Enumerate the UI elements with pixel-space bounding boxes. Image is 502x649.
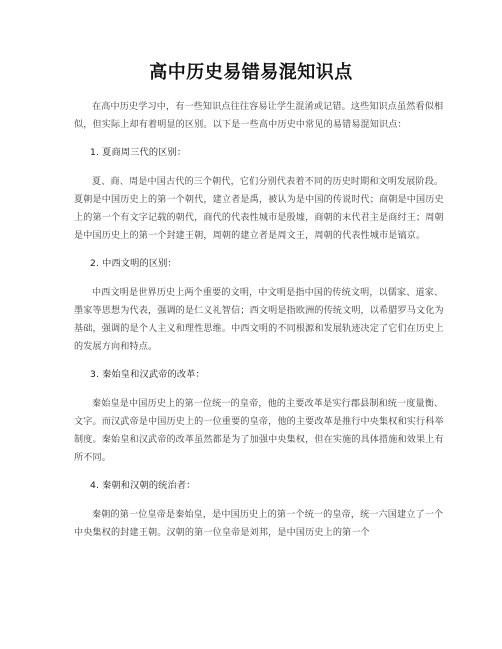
section-heading-3: 3. 秦始皇和汉武帝的改革： (90, 369, 205, 381)
section-heading-4: 4. 秦朝和汉朝的统治者： (90, 480, 196, 492)
section-body-3: 秦始皇是中国历史上的第一位统一的皇帝，他的主要改革是实行郡县制和统一度量衡、文字。而汉武帝是中国历史上的一位重要的皇帝，他的主要改革是推行中央集权和实行科举制度。秦始皇和汉武帝的改革虽然都是为了加强中央集权，但在实施的具体措施和效果上有所不同。 (74, 398, 444, 464)
section-body-4: 秦朝的第一位皇帝是秦始皇，是中国历史上的第一个统一的皇帝，统一六国建立了一个中央集权的封建王朝。汉朝的第一位皇帝是刘邦，是中国历史上的第一个 (74, 509, 444, 538)
intro-paragraph: 在高中历史学习中，有一些知识点往往容易让学生混淆或记错。这些知识点虽然看似相似，但实际上却有着明显的区别。以下是一些高中历史中常见的易错易混知识点： (74, 102, 444, 131)
section-heading-1: 1. 夏商周三代的区别： (90, 147, 187, 159)
section-body-2: 中西文明是世界历史上两个重要的文明，中文明是指中国的传统文明，以儒家、道家、墨家等思想为代表，强调的是仁义礼智信；西文明是指欧洲的传统文明，以希腊罗马文化为基础，强调的是个人主义和理性思维。中西文明的不同根源和发展轨迹决定了它们在历史上的发展方向和特点。 (74, 287, 444, 353)
document-content (74, 98, 444, 552)
page-title: 高中历史易错易混知识点 (149, 62, 353, 83)
section-body-1: 夏、商、周是中国古代的三个朝代，它们分别代表着不同的历史时期和文明发展阶段。夏朝是中国历史上的第一个朝代，建立者是禹，被认为是中国的传说时代；商朝是中国历史上的第一个有文字记载的朝代，商代的代表性城市是殷墟，商朝的末代君主是商纣王；周朝是中国历史上的第一个封建王朝，周朝的建立者是周文王，周朝的代表性城市是镐京。 (74, 176, 444, 242)
section-heading-2: 2. 中西文明的区别： (90, 258, 177, 270)
